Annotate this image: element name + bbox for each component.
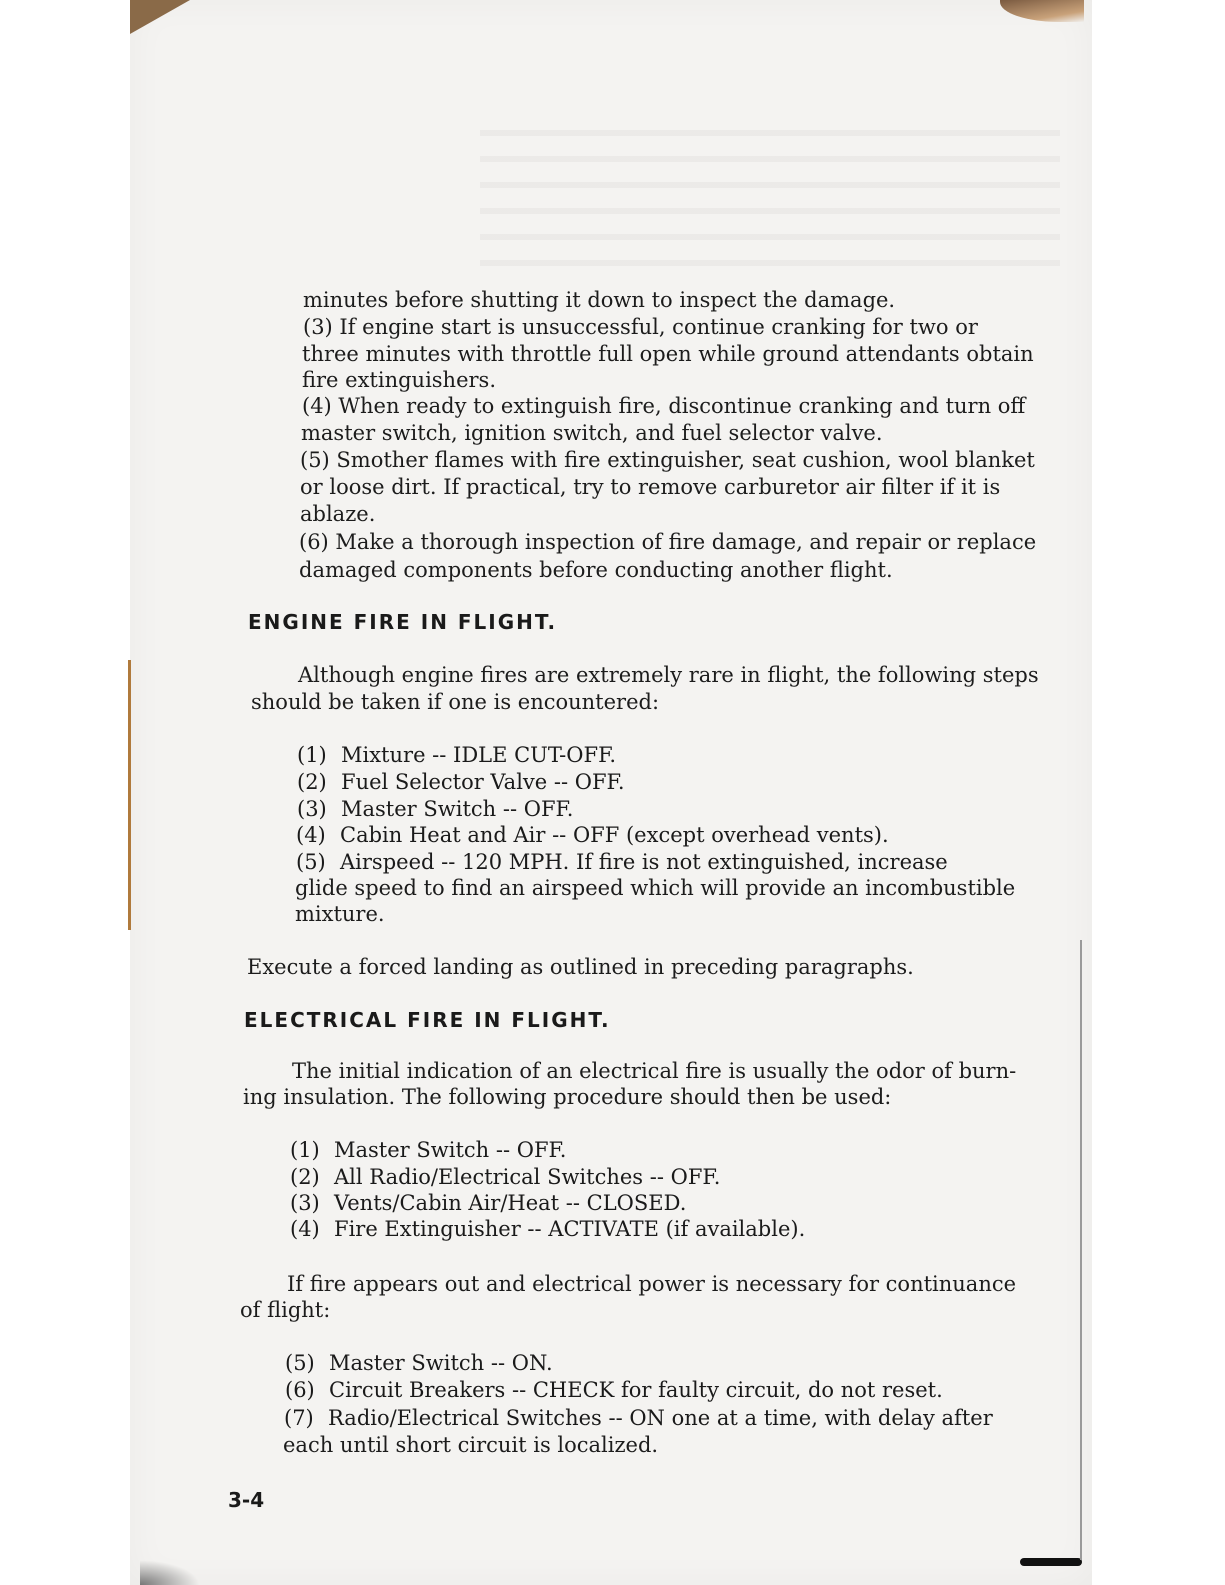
list-item-text: Master Switch -- ON.: [329, 1351, 553, 1375]
list-item-text: Fire Extinguisher -- ACTIVATE (if available).: [334, 1217, 806, 1241]
body-line: Execute a forced landing as outlined in preceding paragraphs.: [247, 955, 914, 979]
section-heading-electrical-fire: ELECTRICAL FIRE IN FLIGHT.: [244, 1008, 611, 1032]
list-item: [296, 849, 948, 876]
body-line: damaged components before conducting another flight.: [299, 558, 893, 582]
list-item-number: (7): [284, 1406, 314, 1430]
list-item-text: Fuel Selector Valve -- OFF.: [341, 770, 625, 794]
body-line: minutes before shutting it down to inspect the damage.: [303, 288, 896, 312]
list-item-number: (2): [297, 770, 327, 794]
list-item-number: (2): [290, 1165, 320, 1189]
list-item-text: Master Switch -- OFF.: [334, 1138, 567, 1162]
body-line: of flight:: [240, 1298, 331, 1322]
body-line: mixture.: [295, 902, 385, 926]
list-item-text: Cabin Heat and Air -- OFF (except overhead vents).: [340, 823, 889, 847]
list-item: [285, 1350, 553, 1377]
section-heading-engine-fire: ENGINE FIRE IN FLIGHT.: [248, 610, 558, 634]
list-item: [296, 822, 889, 849]
body-line: fire extinguishers.: [302, 368, 497, 392]
list-item: [290, 1216, 805, 1243]
page-number: 3-4: [228, 1488, 265, 1512]
list-item-text: Airspeed -- 120 MPH. If fire is not extinguished, increase: [340, 850, 948, 874]
list-item-number: (3): [290, 1191, 320, 1215]
body-line: Although engine fires are extremely rare in flight, the following steps: [298, 663, 1039, 687]
body-line: should be taken if one is encountered:: [251, 690, 660, 714]
body-line: (3) If engine start is unsuccessful, continue cranking for two or: [303, 315, 978, 339]
list-item-number: (6): [285, 1378, 315, 1402]
body-line: If fire appears out and electrical power is necessary for continuance: [287, 1272, 1017, 1296]
body-line: or loose dirt. If practical, try to remove carburetor air filter if it is: [300, 475, 1001, 499]
body-line: (4) When ready to extinguish fire, discontinue cranking and turn off: [302, 394, 1026, 418]
body-line: glide speed to find an airspeed which will provide an incombustible: [295, 876, 1016, 900]
page-corner-shadow: [130, 0, 190, 34]
list-item-number: (5): [296, 850, 326, 874]
list-item: [297, 769, 625, 796]
list-item-text: Circuit Breakers -- CHECK for faulty circuit, do not reset.: [329, 1378, 943, 1402]
list-item-text: Radio/Electrical Switches -- ON one at a time, with delay after: [328, 1406, 993, 1430]
list-item: [290, 1137, 567, 1164]
body-line: ablaze.: [300, 502, 376, 526]
list-item: [284, 1405, 993, 1432]
list-item-number: (3): [297, 797, 327, 821]
body-line: each until short circuit is localized.: [283, 1433, 659, 1457]
body-line: (6) Make a thorough inspection of fire damage, and repair or replace: [299, 530, 1037, 554]
body-line: master switch, ignition switch, and fuel selector valve.: [301, 421, 883, 445]
body-line: The initial indication of an electrical fire is usually the odor of burn-: [292, 1059, 1017, 1083]
list-item: [290, 1164, 720, 1191]
list-item: [285, 1377, 943, 1404]
list-item-number: (1): [290, 1138, 320, 1162]
list-item: [297, 796, 574, 823]
body-line: three minutes with throttle full open while ground attendants obtain: [302, 342, 1034, 366]
list-item-number: (4): [296, 823, 326, 847]
page-binding-edge: [128, 660, 131, 930]
list-item-number: (4): [290, 1217, 320, 1241]
page-edge-shadow: [1020, 1558, 1082, 1566]
body-line: (5) Smother flames with fire extinguisher, seat cushion, wool blanket: [300, 448, 1035, 472]
list-item-number: (5): [285, 1351, 315, 1375]
list-item: [290, 1190, 686, 1217]
list-item-text: Master Switch -- OFF.: [341, 797, 574, 821]
list-item-text: Mixture -- IDLE CUT-OFF.: [341, 743, 617, 767]
list-item-text: All Radio/Electrical Switches -- OFF.: [334, 1165, 721, 1189]
body-line: ing insulation. The following procedure should then be used:: [243, 1085, 892, 1109]
list-item-text: Vents/Cabin Air/Heat -- CLOSED.: [334, 1191, 687, 1215]
list-item-number: (1): [297, 743, 327, 767]
page-corner-shadow: [140, 1560, 200, 1585]
page-edge-line: [1080, 940, 1082, 1560]
list-item: [297, 742, 616, 769]
bleed-through-shadow: [480, 110, 1060, 280]
